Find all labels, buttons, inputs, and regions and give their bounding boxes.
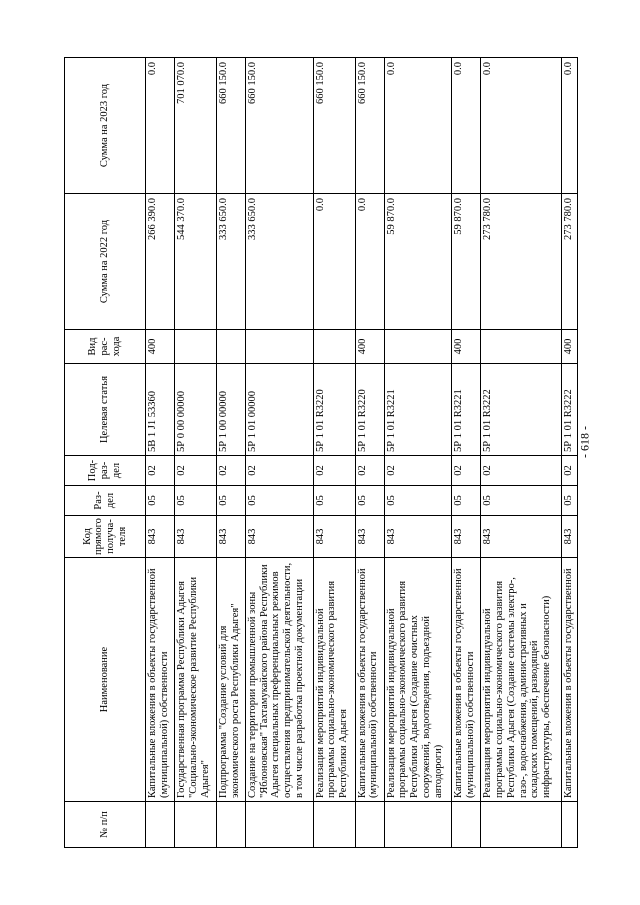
cell-num [245,802,313,848]
cell-podrazdel: 02 [146,456,175,486]
cell-code: 843 [384,516,452,558]
cell-razdel: 05 [216,486,245,516]
cell-code: 843 [175,516,217,558]
cell-sum2023: 660 150.0 [216,58,245,194]
cell-sum2023: 0.0 [146,58,175,194]
cell-sum2023: 0.0 [452,58,481,194]
cell-article: 5Р 1 01 R3220 [355,364,384,456]
header-code: Код прямого получа-теля [65,516,146,558]
cell-name: Капитальные вложения в объекты государственной (муниципальной) собственности [355,558,384,802]
cell-num [175,802,217,848]
cell-article: 5Р 1 01 R3222 [561,364,577,456]
header-podrazdel: Под-раз-дел [65,456,146,486]
cell-name: Подпрограмма "Создание условий для экономического роста Республики Адыгея" [216,558,245,802]
cell-name: Государственная программа Республики Адыгея "Социально-экономическое развитие Республики Адыгея" [175,558,217,802]
table-row [452,58,481,848]
cell-podrazdel: 02 [245,456,313,486]
cell-vid: 400 [452,330,481,364]
cell-vid: 400 [355,330,384,364]
cell-vid: 400 [561,330,577,364]
header-article: Целевая статья [65,364,146,456]
cell-name: Реализация мероприятий индивидуальной программы социально-экономического развития Республики Адыгея (Создание очистных сооружений, водоотведения, подъездной автодороги) [384,558,452,802]
table-row [146,58,175,848]
header-name: Наименование [65,558,146,802]
cell-article: 5Р 1 01 R3220 [313,364,355,456]
cell-article: 5Р 1 01 R3222 [481,364,562,456]
cell-podrazdel: 02 [355,456,384,486]
table-row [313,58,355,848]
cell-num [146,802,175,848]
cell-sum2022: 273 780.0 [481,194,562,330]
table-header-row [65,58,146,848]
cell-sum2023: 660 150.0 [245,58,313,194]
cell-num [561,802,577,848]
table-row [216,58,245,848]
cell-podrazdel: 02 [175,456,217,486]
table-row [175,58,217,848]
cell-code: 843 [355,516,384,558]
cell-num [481,802,562,848]
cell-razdel: 05 [175,486,217,516]
cell-vid [175,330,217,364]
cell-code: 843 [561,516,577,558]
cell-vid [216,330,245,364]
cell-razdel: 05 [481,486,562,516]
cell-sum2023: 0.0 [481,58,562,194]
cell-vid [313,330,355,364]
cell-sum2023: 0.0 [384,58,452,194]
cell-article: 5В 1 J1 53360 [146,364,175,456]
cell-podrazdel: 02 [452,456,481,486]
cell-sum2022: 59 870.0 [384,194,452,330]
cell-sum2023: 0.0 [561,58,577,194]
cell-podrazdel: 02 [384,456,452,486]
cell-name: Капитальные вложения в объекты государственной [561,558,577,802]
table-row [355,58,384,848]
cell-sum2022: 0.0 [355,194,384,330]
table-row [561,58,577,848]
cell-code: 843 [452,516,481,558]
header-sum2023: Сумма на 2023 год [65,58,146,194]
table-row [481,58,562,848]
cell-num [313,802,355,848]
cell-sum2023: 660 150.0 [313,58,355,194]
cell-vid: 400 [146,330,175,364]
rotated-table-container [64,58,578,848]
header-razdel: Раз-дел [65,486,146,516]
cell-razdel: 05 [384,486,452,516]
cell-article: 5Р 1 01 R3221 [452,364,481,456]
cell-razdel: 05 [355,486,384,516]
cell-sum2022: 0.0 [313,194,355,330]
cell-vid [245,330,313,364]
cell-code: 843 [313,516,355,558]
cell-num [216,802,245,848]
cell-podrazdel: 02 [216,456,245,486]
cell-podrazdel: 02 [481,456,562,486]
cell-article: 5Р 1 00 00000 [216,364,245,456]
cell-sum2022: 59 870.0 [452,194,481,330]
header-vid: Вид рас-хода [65,330,146,364]
page-number: - 618 - [577,426,592,458]
cell-vid [384,330,452,364]
cell-name: Капитальные вложения в объекты государственной (муниципальной) собственности [452,558,481,802]
budget-table [64,57,578,848]
cell-article: 5Р 1 01 00000 [245,364,313,456]
cell-article: 5Р 0 00 00000 [175,364,217,456]
cell-num [384,802,452,848]
cell-num [452,802,481,848]
cell-sum2022: 273 780.0 [561,194,577,330]
table-row [384,58,452,848]
cell-sum2023: 660 150.0 [355,58,384,194]
cell-code: 843 [146,516,175,558]
cell-name: Создание на территории промышленной зоны "Яблоновская" Тахтамукайского района Республики Адыгея специальных преференциальных режимов осуществления предпринимательской деятельности, в том числе разработка проектной документации [245,558,313,802]
cell-code: 843 [216,516,245,558]
table-body [146,58,578,848]
cell-vid [481,330,562,364]
header-sum2022: Сумма на 2022 год [65,194,146,330]
cell-razdel: 05 [452,486,481,516]
header-num: № п/п [65,802,146,848]
cell-sum2022: 266 390.0 [146,194,175,330]
cell-razdel: 05 [561,486,577,516]
cell-razdel: 05 [245,486,313,516]
table-row [245,58,313,848]
cell-code: 843 [481,516,562,558]
cell-name: Капитальные вложения в объекты государственной (муниципальной) собственности [146,558,175,802]
cell-razdel: 05 [146,486,175,516]
cell-article: 5Р 1 01 R3221 [384,364,452,456]
cell-podrazdel: 02 [313,456,355,486]
cell-razdel: 05 [313,486,355,516]
cell-name: Реализация мероприятий индивидуальной программы социально-экономического развития Республики Адыгея [313,558,355,802]
cell-sum2022: 544 370.0 [175,194,217,330]
cell-code: 843 [245,516,313,558]
cell-sum2023: 701 070.0 [175,58,217,194]
cell-sum2022: 333 650.0 [245,194,313,330]
cell-sum2022: 333 650.0 [216,194,245,330]
cell-podrazdel: 02 [561,456,577,486]
cell-name: Реализация мероприятий индивидуальной программы социально-экономического развития Республики Адыгея (Создание системы электро-, газо-, водоснабжения, административных и складских помещений, разводящей инфраструктуры, обеспечение безопасности) [481,558,562,802]
cell-num [355,802,384,848]
